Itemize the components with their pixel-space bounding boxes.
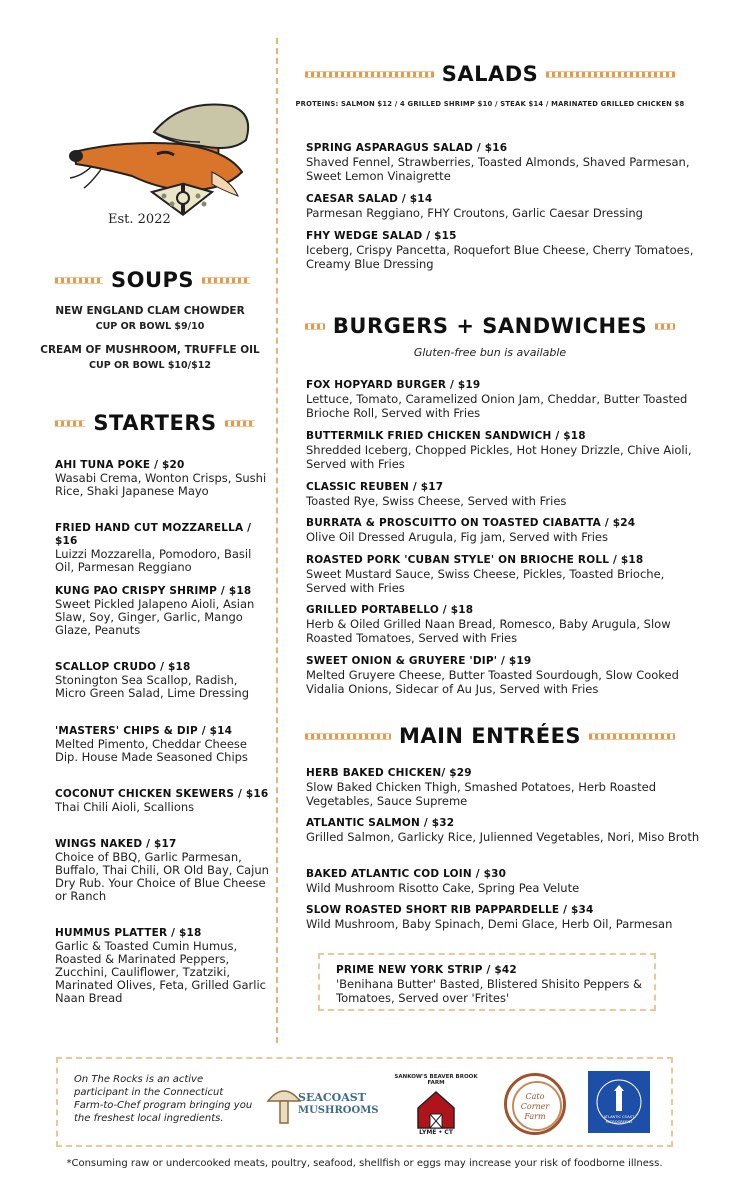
burger-item — [306, 654, 706, 696]
salad-item — [306, 229, 706, 271]
starter-item — [55, 522, 270, 574]
item-name: ATLANTIC SALMON / $32 — [306, 817, 455, 829]
item-name: SPRING ASPARAGUS SALAD / $16 — [306, 142, 508, 154]
farm-logo-place: LYME • CT — [419, 1129, 453, 1136]
item-name: BAKED ATLANTIC COD LOIN / $30 — [306, 868, 507, 880]
featured-item-name: PRIME NEW YORK STRIP / $42 — [336, 964, 517, 976]
item-description: Thai Chili Aioli, Scallions — [55, 800, 195, 814]
item-description: Choice of BBQ, Garlic Parmesan, Buffalo, Thai Chili, OR Old Bay, Cajun Dry Rub. Your Choice of Blue Cheese or Ranch — [55, 850, 269, 903]
item-description: Lettuce, Tomato, Caramelized Onion Jam, Cheddar, Butter Toasted Brioche Roll, Served with Fries — [306, 392, 688, 420]
seacoast-logo-line2: MUSHROOMS — [298, 1105, 379, 1116]
salad-item — [306, 192, 706, 220]
soup-name: NEW ENGLAND CLAM CHOWDER — [55, 305, 245, 317]
starter-item — [55, 661, 270, 700]
item-description: Iceberg, Crispy Pancetta, Roquefort Blue Cheese, Cherry Tomatoes, Creamy Blue Dressing — [306, 243, 694, 271]
starter-item — [55, 585, 270, 637]
main-item — [306, 867, 706, 895]
atlantic-microgreens-logo — [588, 1071, 650, 1133]
foodborne-illness-disclaimer: *Consuming raw or undercooked meats, poultry, seafood, shellfish or eggs may increase your risk of foodborne illness. — [66, 1158, 663, 1169]
starter-item — [55, 838, 270, 903]
starters-title: STARTERS — [93, 411, 217, 435]
item-description: Wild Mushroom, Baby Spinach, Demi Glace, Herb Oil, Parmesan — [306, 917, 673, 931]
item-name: BURRATA & PROSCUITTO ON TOASTED CIABATTA / $24 — [306, 517, 636, 529]
item-name: FRIED HAND CUT MOZZARELLA / $16 — [55, 522, 252, 547]
featured-item-box — [318, 953, 656, 1011]
soups-heading — [55, 268, 250, 292]
cato-logo-text: Cato Corner Farm — [520, 1092, 550, 1121]
item-name: CLASSIC REUBEN / $17 — [306, 481, 444, 493]
item-description: Herb & Oiled Grilled Naan Bread, Romesco, Baby Arugula, Slow Roasted Tomatoes, Served with Fries — [306, 617, 671, 645]
item-description: Stonington Sea Scallop, Radish, Micro Green Salad, Lime Dressing — [55, 673, 249, 700]
item-name: COCONUT CHICKEN SKEWERS / $16 — [55, 788, 269, 800]
item-name: HERB BAKED CHICKEN/ $29 — [306, 767, 472, 779]
item-description: Garlic & Toasted Cumin Humus, Roasted & Marinated Peppers, Zucchini, Cauliflower, Tzatziki, Marinated Olives, Feta, Grilled Garlic Naan Bread — [55, 939, 266, 1005]
burger-item — [306, 378, 706, 420]
item-name: BUTTERMILK FRIED CHICKEN SANDWICH / $18 — [306, 430, 586, 442]
main-item — [306, 816, 706, 844]
soup-name: CREAM OF MUSHROOM, TRUFFLE OIL — [40, 344, 260, 356]
starter-item — [55, 725, 270, 764]
soup-item — [40, 342, 260, 374]
item-name: 'MASTERS' CHIPS & DIP / $14 — [55, 725, 233, 737]
soup-price: CUP OR BOWL $9/10 — [95, 321, 205, 332]
starter-item — [55, 788, 270, 814]
salads-heading — [305, 62, 675, 86]
item-description: Sweet Pickled Jalapeno Aioli, Asian Slaw, Soy, Ginger, Garlic, Mango Glaze, Peanuts — [55, 597, 255, 637]
cato-corner-logo — [504, 1073, 566, 1135]
item-description: Melted Gruyere Cheese, Butter Toasted Sourdough, Slow Cooked Vidalia Onions, Sidecar of Au Jus, Served with Fries — [306, 668, 679, 696]
farm-to-chef-text: On The Rocks is an active participant in the Connecticut Farm-to-Chef program bringing you the freshest local ingredients. — [74, 1074, 253, 1124]
item-name: GRILLED PORTABELLO / $18 — [306, 604, 474, 616]
beaver-brook-farm-logo — [388, 1074, 484, 1138]
item-name: SWEET ONION & GRUYERE 'DIP' / $19 — [306, 655, 532, 667]
burger-item — [306, 480, 706, 508]
gluten-free-note: Gluten-free bun is available — [413, 346, 567, 359]
item-description: Shaved Fennel, Strawberries, Toasted Almonds, Shaved Parmesan, Sweet Lemon Vinaigrette — [306, 155, 690, 183]
item-name: SLOW ROASTED SHORT RIB PAPPARDELLE / $34 — [306, 904, 594, 916]
item-description: Parmesan Reggiano, FHY Croutons, Garlic Caesar Dressing — [306, 206, 643, 220]
item-description: Slow Baked Chicken Thigh, Smashed Potatoes, Herb Roasted Vegetables, Sauce Supreme — [306, 780, 657, 808]
farm-logo-name: SANKOW'S BEAVER BROOK FARM — [394, 1074, 478, 1086]
item-name: CAESAR SALAD / $14 — [306, 193, 433, 205]
item-description: Melted Pimento, Cheddar Cheese Dip. House Made Seasoned Chips — [55, 737, 248, 764]
item-name: HUMMUS PLATTER / $18 — [55, 927, 202, 939]
seacoast-logo-line1: SEACOAST — [298, 1091, 366, 1104]
starter-item — [55, 459, 270, 498]
atlantic-logo-text: ATLANTIC COAST MICROGREENS — [603, 1115, 635, 1124]
main-item — [306, 766, 706, 808]
burger-item — [306, 553, 706, 595]
item-name: FHY WEDGE SALAD / $15 — [306, 230, 457, 242]
starter-item — [55, 927, 270, 1005]
burger-item — [306, 603, 706, 645]
burger-item — [306, 429, 706, 471]
mains-title: MAIN ENTRÉES — [398, 724, 582, 748]
mains-heading — [305, 724, 675, 748]
item-description: Grilled Salmon, Garlicky Rice, Julienned Vegetables, Nori, Miso Broth — [306, 830, 700, 844]
item-description: Shredded Iceberg, Chopped Pickles, Hot Honey Drizzle, Chive Aioli, Served with Fries — [306, 443, 692, 471]
main-item — [306, 903, 706, 931]
soup-price: CUP OR BOWL $10/$12 — [89, 360, 211, 371]
logo-established: Est. 2022 — [108, 212, 171, 227]
item-description: Toasted Rye, Swiss Cheese, Served with Fries — [306, 494, 567, 508]
seacoast-mushrooms-logo — [262, 1077, 379, 1135]
item-name: SCALLOP CRUDO / $18 — [55, 661, 191, 673]
starters-heading — [55, 411, 255, 435]
burgers-heading — [305, 314, 675, 338]
item-name: WINGS NAKED / $17 — [55, 838, 177, 850]
column-divider — [276, 38, 278, 1043]
burger-item — [306, 516, 706, 544]
fox-logo — [62, 92, 257, 220]
salad-proteins: PROTEINS: SALMON $12 / 4 GRILLED SHRIMP $10 / STEAK $14 / MARINATED GRILLED CHICKEN $8 — [295, 100, 685, 108]
salad-item — [306, 141, 706, 183]
item-description: Sweet Mustard Sauce, Swiss Cheese, Pickles, Toasted Brioche, Served with Fries — [306, 567, 665, 595]
item-name: FOX HOPYARD BURGER / $19 — [306, 379, 481, 391]
item-name: AHI TUNA POKE / $20 — [55, 459, 185, 471]
item-description: Olive Oil Dressed Arugula, Fig jam, Served with Fries — [306, 530, 608, 544]
burgers-title: BURGERS + SANDWICHES — [332, 314, 648, 338]
item-name: KUNG PAO CRISPY SHRIMP / $18 — [55, 585, 252, 597]
item-description: Wasabi Crema, Wonton Crisps, Sushi Rice, Shaki Japanese Mayo — [55, 471, 267, 498]
featured-item-description: 'Benihana Butter' Basted, Blistered Shisito Peppers & Tomatoes, Served over 'Frites' — [336, 977, 643, 1005]
soups-title: SOUPS — [110, 268, 195, 292]
soup-item — [40, 303, 260, 335]
item-description: Wild Mushroom Risotto Cake, Spring Pea Velute — [306, 881, 580, 895]
salads-title: SALADS — [441, 62, 539, 86]
item-name: ROASTED PORK 'CUBAN STYLE' ON BRIOCHE ROLL / $18 — [306, 554, 644, 566]
item-description: Luizzi Mozzarella, Pomodoro, Basil Oil, Parmesan Reggiano — [55, 547, 252, 574]
